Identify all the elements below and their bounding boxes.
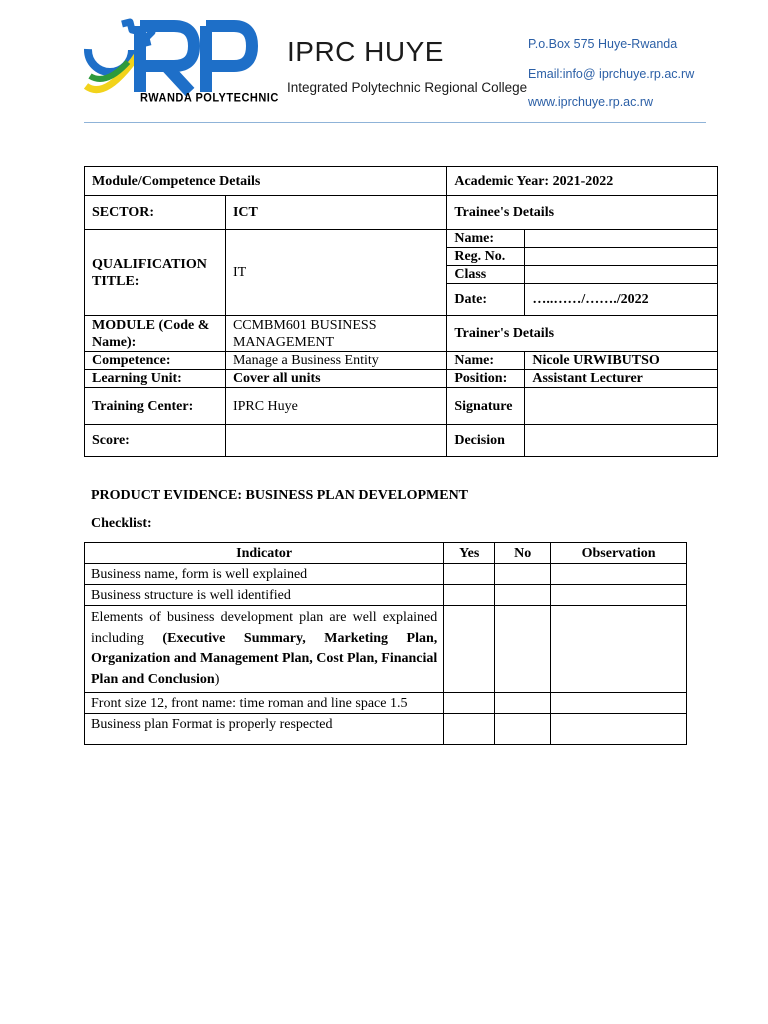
indicator-cell: Front size 12, front name: time roman and line space 1.5 [85,693,444,714]
header-divider [84,122,706,123]
no-cell[interactable] [495,693,551,714]
observation-cell[interactable] [551,585,687,606]
qualification-value: IT [225,230,446,316]
position-label: Position: [447,370,525,388]
no-cell[interactable] [495,564,551,585]
position-value: Assistant Lecturer [525,370,718,388]
sector-label: SECTOR: [85,196,226,230]
signature-field[interactable] [525,388,718,425]
module-details-table [84,166,718,457]
table-row [85,693,687,714]
trainee-name-label: Name: [447,230,525,248]
reg-no-field[interactable] [525,248,718,266]
observation-cell[interactable] [551,693,687,714]
column-header-indicator: Indicator [85,543,444,564]
module-value: CCMBM601 BUSINESS MANAGEMENT [225,316,446,352]
trainer-details-label: Trainer's Details [447,316,718,352]
competence-value: Manage a Business Entity [225,352,446,370]
learning-unit-label: Learning Unit: [85,370,226,388]
module-label: MODULE (Code & Name): [85,316,226,352]
no-cell[interactable] [495,714,551,745]
indicator-text-suffix: ) [214,671,220,687]
indicator-text-bold: (Executive Summary, Marketing Plan, Organization and Management Plan, Cost Plan, Financial Plan and Conclusion [91,630,438,687]
table-row [85,606,687,693]
indicator-cell: Business name, form is well explained [85,564,444,585]
indicator-cell: Business plan Format is properly respected [85,714,444,745]
training-center-value: IPRC Huye [225,388,446,425]
indicator-cell: Business structure is well identified [85,585,444,606]
class-label: Class [447,266,525,284]
yes-cell[interactable] [444,564,495,585]
logo-tagline: RWANDA POLYTECHNIC [140,91,279,105]
checklist-table [84,542,687,745]
college-name: IPRC HUYE [287,36,444,67]
signature-label: Signature [447,388,525,425]
score-field[interactable] [225,425,446,457]
trainer-name-label: Name: [447,352,525,370]
checklist-heading: Checklist: [91,516,152,531]
academic-year: Academic Year: 2021-2022 [447,167,718,196]
indicator-cell [85,606,444,693]
trainee-name-field[interactable] [525,230,718,248]
observation-cell[interactable] [551,606,687,693]
product-evidence-heading: PRODUCT EVIDENCE: BUSINESS PLAN DEVELOPMENT [91,488,469,503]
contact-website: www.iprchuye.rp.ac.rw [528,95,654,109]
column-header-yes: Yes [444,543,495,564]
table-row [85,564,687,585]
sector-value: ICT [225,196,446,230]
no-cell[interactable] [495,585,551,606]
qualification-label: QUALIFICATION TITLE: [85,230,226,316]
class-field[interactable] [525,266,718,284]
contact-email: Email:info@ iprchuye.rp.ac.rw [528,67,695,81]
college-full-name: Integrated Polytechnic Regional College [287,80,528,95]
indicator-text: Elements of business development plan are well explained including [91,610,438,646]
observation-cell[interactable] [551,714,687,745]
competence-label: Competence: [85,352,226,370]
yes-cell[interactable] [444,714,495,745]
no-cell[interactable] [495,606,551,693]
score-label: Score: [85,425,226,457]
learning-unit-value: Cover all units [225,370,446,388]
module-competence-label: Module/Competence Details [85,167,447,196]
date-field[interactable]: …..……/……./2022 [525,284,718,316]
contact-po-box: P.o.Box 575 Huye-Rwanda [528,37,678,51]
column-header-no: No [495,543,551,564]
table-row [85,585,687,606]
training-center-label: Training Center: [85,388,226,425]
decision-field[interactable] [525,425,718,457]
yes-cell[interactable] [444,693,495,714]
date-label: Date: [447,284,525,316]
table-row [85,714,687,745]
column-header-observation: Observation [551,543,687,564]
trainee-details-label: Trainee's Details [447,196,718,230]
yes-cell[interactable] [444,606,495,693]
observation-cell[interactable] [551,564,687,585]
reg-no-label: Reg. No. [447,248,525,266]
trainer-name-value: Nicole URWIBUTSO [525,352,718,370]
decision-label: Decision [447,425,525,457]
yes-cell[interactable] [444,585,495,606]
